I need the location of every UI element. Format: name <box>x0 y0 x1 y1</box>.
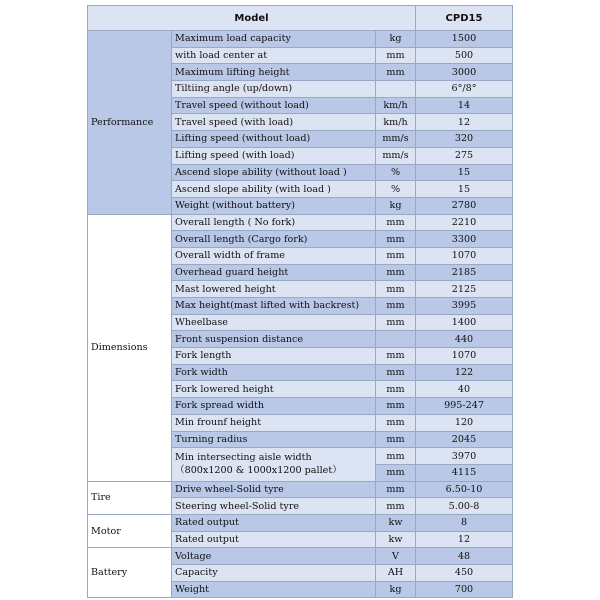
param-value: 500 <box>416 47 513 64</box>
param-value: 2125 <box>416 281 513 298</box>
param-name: Weight (without battery) <box>172 197 376 214</box>
param-value: 1500 <box>416 31 513 48</box>
param-name: Maximum load capacity <box>172 31 376 48</box>
param-name-line2: （800x1200 & 1000x1200 pallet） <box>175 465 342 477</box>
param-name: Front suspension distance <box>172 331 376 348</box>
param-unit: mm <box>376 47 416 64</box>
param-value: 6°/8° <box>416 81 513 98</box>
param-value: 1070 <box>416 348 513 365</box>
param-name: Fork width <box>172 364 376 381</box>
param-unit: V <box>376 548 416 565</box>
param-value: 2780 <box>416 197 513 214</box>
spec-row <box>88 214 513 231</box>
param-name: Weight <box>172 581 376 598</box>
group-label: Motor <box>88 514 172 547</box>
param-unit: km/h <box>376 114 416 131</box>
group-label: Dimensions <box>88 214 172 481</box>
param-value: 700 <box>416 581 513 598</box>
param-unit: % <box>376 164 416 181</box>
param-value: 12 <box>416 531 513 548</box>
param-name: Fork lowered height <box>172 381 376 398</box>
param-unit: mm <box>376 481 416 498</box>
param-unit: mm <box>376 431 416 448</box>
param-name: Travel speed (without load) <box>172 97 376 114</box>
param-unit: mm <box>376 281 416 298</box>
param-value: 15 <box>416 181 513 198</box>
spec-table <box>87 5 513 598</box>
param-unit: mm <box>376 348 416 365</box>
param-unit: mm/s <box>376 147 416 164</box>
param-value: 5.00-8 <box>416 498 513 515</box>
model-label: Model <box>88 6 416 31</box>
param-unit: mm <box>376 448 416 465</box>
param-name: Lifting speed (with load) <box>172 147 376 164</box>
param-value: 3300 <box>416 231 513 248</box>
param-name: Min frounf height <box>172 414 376 431</box>
param-unit: kg <box>376 197 416 214</box>
param-value: 122 <box>416 364 513 381</box>
param-name: Ascend slope ability (with load ) <box>172 181 376 198</box>
param-unit: mm <box>376 214 416 231</box>
param-unit: mm <box>376 398 416 415</box>
param-value: 275 <box>416 147 513 164</box>
model-name: CPD15 <box>416 6 513 31</box>
group-label: Tire <box>88 481 172 514</box>
param-unit: mm/s <box>376 131 416 148</box>
param-value: 8 <box>416 514 513 531</box>
param-value: 3000 <box>416 64 513 81</box>
param-unit: kw <box>376 531 416 548</box>
param-name: Rated output <box>172 531 376 548</box>
param-value: 995-247 <box>416 398 513 415</box>
param-value: 15 <box>416 164 513 181</box>
param-unit: kg <box>376 581 416 598</box>
param-unit: kg <box>376 31 416 48</box>
param-unit: mm <box>376 64 416 81</box>
param-value: 6.50-10 <box>416 481 513 498</box>
param-name: Travel speed (with load) <box>172 114 376 131</box>
param-name: Steering wheel-Solid tyre <box>172 498 376 515</box>
param-unit: mm <box>376 364 416 381</box>
param-value: 440 <box>416 331 513 348</box>
spec-table-body <box>88 6 513 598</box>
param-unit: mm <box>376 498 416 515</box>
param-name: with load center at <box>172 47 376 64</box>
param-unit: mm <box>376 414 416 431</box>
param-unit: AH <box>376 565 416 582</box>
param-name: Capacity <box>172 565 376 582</box>
param-value: 3995 <box>416 298 513 315</box>
param-value: 2210 <box>416 214 513 231</box>
param-unit: % <box>376 181 416 198</box>
param-name: Fork length <box>172 348 376 365</box>
param-name-line1: Min intersecting aisle width <box>175 452 312 464</box>
param-name: Lifting speed (without load) <box>172 131 376 148</box>
param-name: Tiltiing angle (up/down) <box>172 81 376 98</box>
param-name: Drive wheel-Solid tyre <box>172 481 376 498</box>
param-name: Max height(mast lifted with backrest) <box>172 298 376 315</box>
param-value: 4115 <box>416 464 513 481</box>
param-name: Overall length ( No fork) <box>172 214 376 231</box>
param-value: 1400 <box>416 314 513 331</box>
param-value: 2185 <box>416 264 513 281</box>
param-value: 14 <box>416 97 513 114</box>
param-name: Rated output <box>172 514 376 531</box>
param-value: 450 <box>416 565 513 582</box>
param-unit: kw <box>376 514 416 531</box>
param-value: 2045 <box>416 431 513 448</box>
param-value: 40 <box>416 381 513 398</box>
param-unit: mm <box>376 231 416 248</box>
param-value: 1070 <box>416 247 513 264</box>
param-name: Maximum lifting height <box>172 64 376 81</box>
param-name: Fork spread width <box>172 398 376 415</box>
spec-row <box>88 548 513 565</box>
param-name: Overhead guard height <box>172 264 376 281</box>
param-name: Ascend slope ability (without load ) <box>172 164 376 181</box>
spec-row <box>88 31 513 48</box>
param-value: 3970 <box>416 448 513 465</box>
header-row <box>88 6 513 31</box>
param-unit: mm <box>376 464 416 481</box>
param-unit <box>376 81 416 98</box>
param-name: Overall width of frame <box>172 247 376 264</box>
param-unit: mm <box>376 381 416 398</box>
group-label: Battery <box>88 548 172 598</box>
spec-row <box>88 514 513 531</box>
param-name <box>172 448 376 481</box>
param-name: Mast lowered height <box>172 281 376 298</box>
param-value: 48 <box>416 548 513 565</box>
spec-row <box>88 481 513 498</box>
param-unit: mm <box>376 247 416 264</box>
param-unit: km/h <box>376 97 416 114</box>
param-value: 12 <box>416 114 513 131</box>
param-unit: mm <box>376 264 416 281</box>
param-value: 120 <box>416 414 513 431</box>
param-unit <box>376 331 416 348</box>
group-label: Performance <box>88 31 172 215</box>
param-name: Overall length (Cargo fork) <box>172 231 376 248</box>
param-name: Wheelbase <box>172 314 376 331</box>
param-unit: mm <box>376 298 416 315</box>
param-name: Voltage <box>172 548 376 565</box>
param-unit: mm <box>376 314 416 331</box>
param-name: Turning radius <box>172 431 376 448</box>
param-value: 320 <box>416 131 513 148</box>
